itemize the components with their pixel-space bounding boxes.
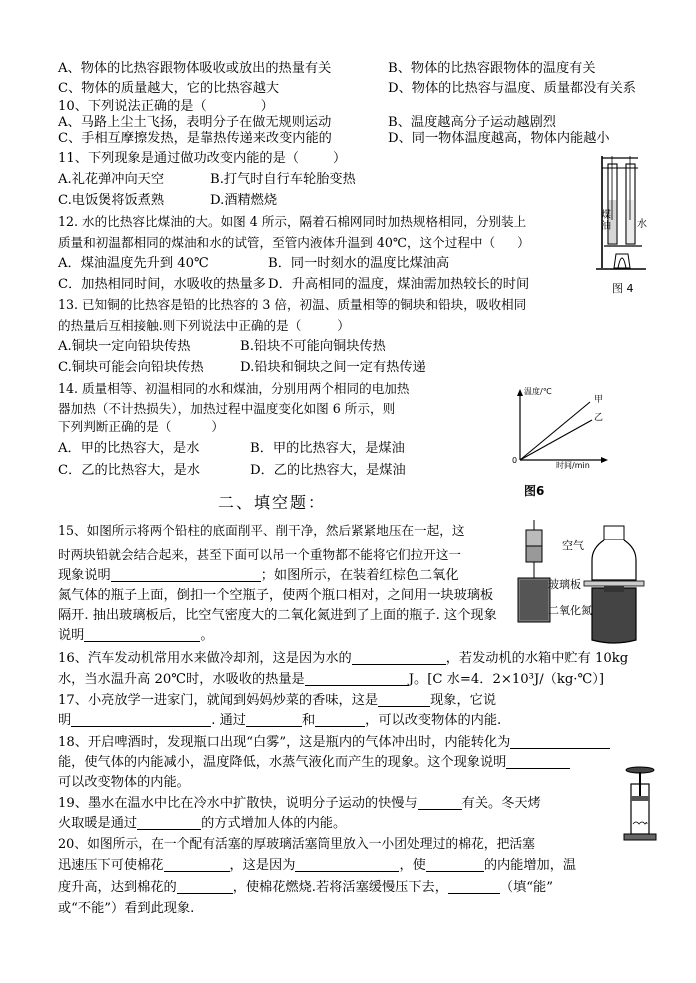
q18-line1: 18、开启啤酒时，发现瓶口出现“白雾”，这是瓶内的气体冲出时，内能转化为 xyxy=(58,734,610,751)
q14-line2: 器加热（不计热损失），加热过程中温度变化如图 6 所示，则 xyxy=(58,401,396,416)
q14-option-d: D．乙的比热容大，是煤油 xyxy=(250,463,406,478)
q18-blank-1 xyxy=(510,734,610,749)
figure-6-origin: 0 xyxy=(512,456,518,465)
q17-blank-4 xyxy=(315,712,365,727)
q13-option-d: D.铅块和铜块之间一定有热传递 xyxy=(240,360,426,375)
figure-6-line-jia xyxy=(520,402,590,460)
gas-diffusion-bottles-figure xyxy=(582,522,646,648)
q11-option-a: A.礼花弹冲向天空 xyxy=(58,172,165,187)
q15-blank-1 xyxy=(111,567,261,582)
q20-blank-1 xyxy=(164,857,230,872)
q15-line6: 说明 。 xyxy=(58,628,214,643)
q19-blank-2 xyxy=(137,815,201,830)
q18-line3: 可以改变物体的内能。 xyxy=(58,775,190,790)
q14-option-c: C．乙的比热容大，是水 xyxy=(58,463,200,478)
q10-option-c: C、手相互摩擦发热，是靠热传递来改变内能的 xyxy=(58,131,332,146)
q9-option-a: A、物体的比热容跟物体吸收或放出的热量有关 xyxy=(58,61,332,76)
q17-blank-3 xyxy=(246,712,302,727)
q9-option-d: D、物体的比热容与温度、质量都没有关系 xyxy=(388,81,636,96)
q12-line2: 质量和初温都相同的煤油和水的试管，至管内液体升温到 40℃，这个过程中（ ） xyxy=(58,235,530,250)
q17-blank-2 xyxy=(71,712,211,727)
figure-6-caption: 图6 xyxy=(524,484,545,498)
q20-blank-3 xyxy=(426,857,484,872)
figure-6-line-yi xyxy=(520,420,592,460)
figure-no2-label: 二氧化氮 xyxy=(548,604,592,617)
q11-option-b: B.打气时自行车轮胎变热 xyxy=(210,172,356,187)
q12-option-b: B．同一时刻水的温度比煤油高 xyxy=(268,256,450,271)
q14-option-a: A．甲的比热容大，是水 xyxy=(58,441,200,456)
q17-blank-1 xyxy=(378,692,430,707)
q15-line4: 氮气体的瓶子上面，倒扣一个空瓶子，使两个瓶口相对，之间用一块玻璃板 xyxy=(58,588,494,603)
q15-line2: 时两块铅就会结合起来，甚至下面可以吊一个重物都不能将它们拉开这一 xyxy=(58,547,461,562)
q13-line1: 13. 已知铜的比热容是铅的比热容的 3 倍，初温、质量相等的铜块和铅块，吸收相同 xyxy=(58,297,527,312)
q17-line1: 17、小亮放学一进家门，就闻到妈妈炒菜的香味，这是 现象，它说 xyxy=(58,693,497,708)
q16-line2: 水，当水温升高 20℃时，水吸收的热量是 J。[C 水=4．2×10³J/（kg·℃）] xyxy=(58,672,604,687)
figure-6-series-yi-label: 乙 xyxy=(594,413,604,423)
q16-blank-1 xyxy=(352,650,446,665)
section-title-fill-blank: 二、填空题： xyxy=(218,493,327,512)
q20-blank-4 xyxy=(177,879,233,894)
q14-line3: 下列判断正确的是（ ） xyxy=(58,419,224,434)
q19-line1: 19、墨水在温水中比在冷水中扩散快，说明分子运动的快慢与 有关。冬天烤 xyxy=(58,796,541,811)
q10-option-b: B、温度越高分子运动越剧烈 xyxy=(388,115,556,130)
figure-4-water-label: 水 xyxy=(637,219,647,230)
figure-6-x-label: 时间/min xyxy=(556,461,590,470)
q17-line2: 明 . 通过 和 ，可以改变物体的内能. xyxy=(58,713,502,728)
q16-blank-2 xyxy=(305,671,409,686)
q20-line3: 度升高，达到棉花的 ，使棉花燃烧.若将活塞缓慢压下去， （填“能” xyxy=(58,880,553,895)
q20-line2: 迅速压下可使棉花 ，这是因为 ，使 的内能增加，温 xyxy=(58,858,577,873)
q9-option-c: C、物体的质量越大，它的比热容越大 xyxy=(58,81,280,96)
q12-option-c: C．加热相同时间，水吸收的热量多 xyxy=(58,277,266,292)
q15-line5: 隔开. 抽出玻璃板后，比空气密度大的二氧化氮进到了上面的瓶子. 这个现象 xyxy=(58,608,497,623)
q13-option-c: C.铜块可能会向铅块传热 xyxy=(58,360,204,375)
q18-blank-2 xyxy=(506,754,570,769)
figure-glass-plate-label: 玻璃板 xyxy=(548,578,581,591)
q11-stem: 11、下列现象是通过做功改变内能的是（ ） xyxy=(58,151,347,166)
q12-line1: 12. 水的比热容比煤油的大。如图 4 所示，隔着石棉网同时加热规格相同，分别装上 xyxy=(58,214,527,229)
q14-option-b: B．甲的比热容大，是煤油 xyxy=(250,441,405,456)
figure-air-label: 空气 xyxy=(562,539,584,552)
figure-4-oil-label: 煤油 xyxy=(601,210,611,232)
q20-line1: 20、如图所示，在一个配有活塞的厚玻璃活塞筒里放入一小团处理过的棉花，把活塞 xyxy=(58,837,535,852)
q20-line4: 或“不能”）看到此现象. xyxy=(58,901,195,916)
q20-blank-2 xyxy=(295,857,399,872)
q10-option-a: A、马路上尘土飞扬，表明分子在做无规则运动 xyxy=(58,115,332,130)
piston-cylinder-figure xyxy=(618,766,662,842)
q11-option-d: D.酒精燃烧 xyxy=(210,193,278,208)
figure-6-series-jia-label: 甲 xyxy=(594,395,604,405)
q10-option-d: D、同一物体温度越高，物体内能越小 xyxy=(388,131,610,146)
q16-line1: 16、汽车发动机常用水来做冷却剂，这是因为水的 ，若发动机的水箱中贮有 10kg xyxy=(58,651,629,666)
q13-option-b: B.铅块不可能向铜块传热 xyxy=(240,339,386,354)
q13-option-a: A.铜块一定向铅块传热 xyxy=(58,339,191,354)
q9-option-b: B、物体的比热容跟物体的温度有关 xyxy=(388,61,596,76)
q15-blank-2 xyxy=(84,627,200,642)
q19-line2: 火取暖是通过 的方式增加人体的内能。 xyxy=(58,816,347,831)
q14-line1: 14. 质量相等、初温相同的水和煤油，分别用两个相同的电加热 xyxy=(58,381,410,396)
q15-line3: 现象说明 ；如图所示，在装着红棕色二氧化 xyxy=(58,568,459,583)
q19-blank-1 xyxy=(418,795,462,810)
figure-4-caption: 图 4 xyxy=(612,282,634,295)
q10-stem: 10、下列说法正确的是（ ） xyxy=(58,99,274,114)
q18-line2: 能，使气体的内能减小，温度降低，水蒸气液化而产生的现象。这个现象说明 xyxy=(58,754,570,771)
q11-option-c: C.电饭煲将饭煮熟 xyxy=(58,193,165,208)
q15-line1: 15、如图所示将两个铅柱的底面削平、削干净，然后紧紧地压在一起，这 xyxy=(58,523,465,538)
q20-blank-5 xyxy=(448,879,500,894)
figure-6-y-label: 温度/℃ xyxy=(524,387,552,396)
q12-option-d: D．升高相同的温度，煤油需加热较长的时间 xyxy=(268,277,530,292)
q13-line2: 的热量后互相接触.则下列说法中正确的是（ ） xyxy=(58,318,350,333)
q12-option-a: A．煤油温度先升到 40℃ xyxy=(58,256,209,271)
